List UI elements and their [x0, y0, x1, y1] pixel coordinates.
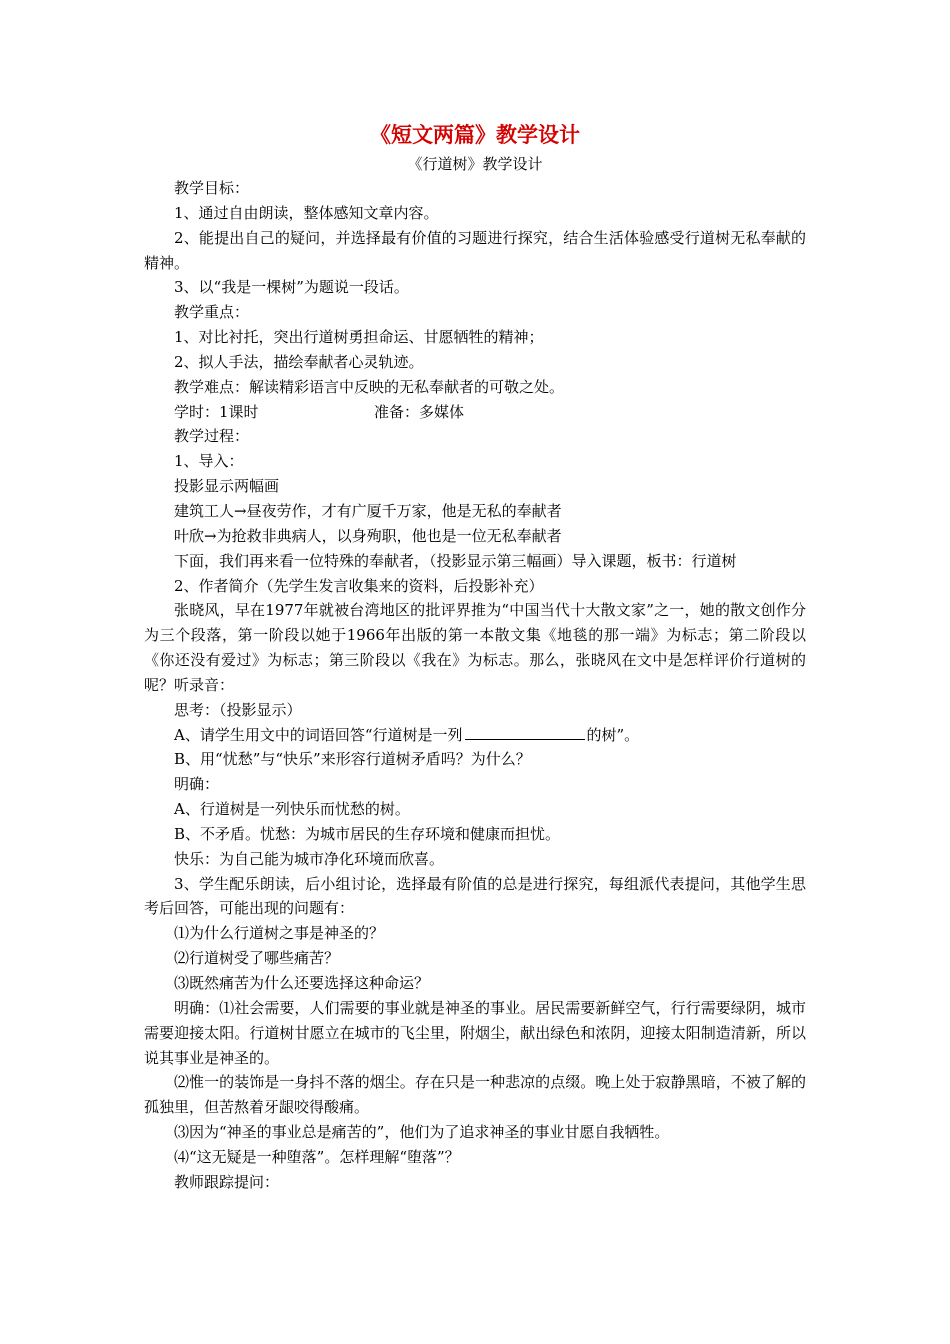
- paragraph: 3、以“我是一棵树”为题说一段话。: [174, 278, 409, 297]
- document-page: [144, 118, 806, 1195]
- paragraph: 3、学生配乐朗读，后小组讨论，选择最有阶值的总是进行探究，每组派代表提问，其他学生思考后回答，可能出现的问题有：: [144, 874, 806, 918]
- paragraph: 2、拟人手法，描绘奉献者心灵轨迹。: [174, 352, 424, 371]
- paragraph: B、不矛盾。忧愁：为城市居民的生存环境和健康而担忧。: [174, 824, 561, 843]
- paragraph: 教学重点：: [174, 303, 250, 322]
- answer-blank: [465, 725, 585, 740]
- paragraph: 教学难点：解读精彩语言中反映的无私奉献者的可敬之处。: [174, 377, 565, 396]
- paragraph: ⑵行道树受了哪些痛苦？: [174, 949, 340, 968]
- paragraph: 1、通过自由朗读，整体感知文章内容。: [174, 203, 439, 222]
- paragraph: ⑶因为“神圣的事业总是痛苦的”，他们为了追求神圣的事业甘愿自我牺牲。: [174, 1123, 670, 1142]
- paragraph: B、用“忧愁”与“快乐”来形容行道树矛盾吗？为什么？: [174, 750, 531, 769]
- schedule-row: [144, 400, 806, 425]
- question-a-after: 的树”。: [586, 725, 640, 744]
- document-title: 《短文两篇》教学设计: [370, 122, 580, 147]
- paragraph: 快乐：为自己能为城市净化环境而欣喜。: [174, 849, 445, 868]
- paragraph: 教学目标：: [174, 179, 250, 197]
- paragraph: 1、对比衬托，突出行道树勇担命运、甘愿牺牲的精神；: [174, 328, 544, 347]
- paragraph: 明确：⑴社会需要，人们需要的事业就是神圣的事业。居民需要新鲜空气，行行需要绿阴，城市需要迎接太阳。行道树甘愿立在城市的飞尘里，附烟尘，献出绿色和浓阴，迎接太阳制造清新，所以说其事业是神圣的。: [144, 998, 806, 1067]
- paragraph: 明确：: [174, 775, 220, 794]
- document-body: [144, 176, 806, 1195]
- paragraph: 下面，我们再来看一位特殊的奉献者，（投影显示第三幅画）导入课题，板书：行道树: [174, 551, 737, 570]
- paragraph: 教学过程：: [174, 427, 250, 446]
- paragraph: ⑴为什么行道树之事是神圣的？: [174, 924, 385, 943]
- paragraph: 叶欣→为抢救非典病人，以身殉职，他也是一位无私奉献者: [174, 526, 562, 545]
- paragraph: ⑷“这无疑是一种堕落”。怎样理解“堕落”？: [174, 1147, 460, 1166]
- paragraph: A、行道树是一列快乐而忧愁的树。: [174, 800, 410, 819]
- paragraph: 张晓风，早在1977年就被台湾地区的批评界推为“中国当代十大散文家”之一，她的散文创作分为三个段落，第一阶段以她于1966年出版的第一本散文集《地毯的那一端》为标志；第二阶段以《你还没有爱过》为标志；第三阶段以《我在》为标志。那么，张晓风在文中是怎样评价行道树的呢？听录音：: [144, 601, 806, 694]
- paragraph: 思考：（投影显示）: [174, 700, 302, 719]
- paragraph: 投影显示两幅画: [174, 477, 280, 496]
- paragraph: ⑵惟一的装饰是一身抖不落的烟尘。存在只是一种悲凉的点缀。晚上处于寂静黑暗，不被了解的孤独里，但苦熬着牙龈咬得酸痛。: [144, 1073, 806, 1117]
- document-subtitle: 《行道树》教学设计: [407, 155, 543, 173]
- paragraph: 建筑工人→昼夜劳作，才有广厦千万家，他是无私的奉献者: [174, 501, 562, 520]
- paragraph: 1、导入：: [174, 452, 244, 471]
- paragraph: 教师跟踪提问：: [174, 1172, 280, 1191]
- paragraph: 2、能提出自己的疑问，并选择最有价值的习题进行探究，结合生活体验感受行道树无私奉献的精神。: [144, 228, 806, 272]
- paragraph: 2、作者简介（先学生发言收集来的资料，后投影补充）: [174, 576, 544, 595]
- preparation: 准备：多媒体: [374, 402, 465, 421]
- question-a-before: A、请学生用文中的词语回答“行道树是一列: [174, 725, 463, 744]
- class-hours: 学时：1课时: [174, 402, 259, 421]
- paragraph: ⑶既然痛苦为什么还要选择这种命运？: [174, 974, 430, 992]
- question-a: [144, 723, 806, 748]
